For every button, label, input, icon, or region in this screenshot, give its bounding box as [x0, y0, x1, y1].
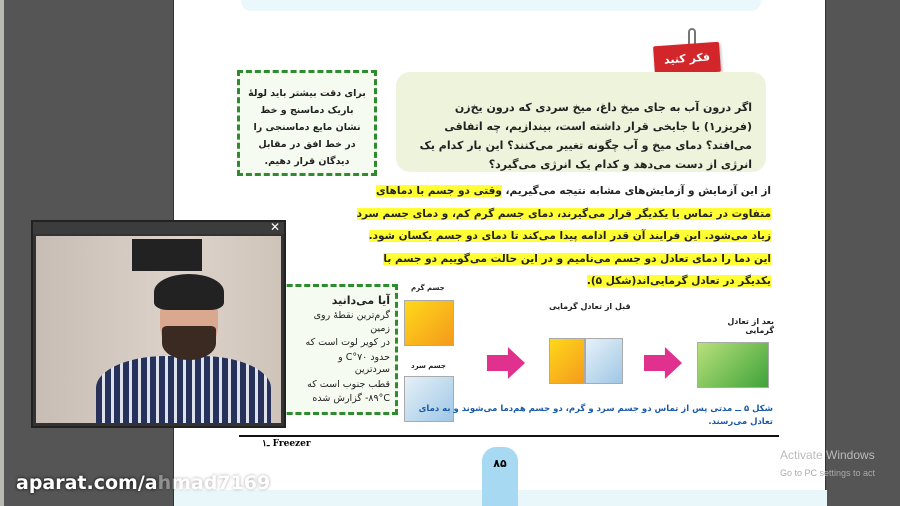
cold-cube-contact [585, 338, 623, 384]
think-box: اگر درون آب به جای میخ داغ، میخ سردی که درون یخ‌زن (فریزر۱) یا جایخی قرار داشته است، بیندازیم، چه اتفاقی می‌افتد؟ دمای میخ و آب چگونه تغییر می‌کنند؟ این بار کدام یک انرژی از دست می‌دهد و کدام یک انرژی می‌گیرد؟ [396, 72, 766, 172]
page-number: ۸۵ [482, 447, 518, 506]
webcam-window[interactable] [31, 220, 286, 428]
paragraph-intro: از این آزمایش و آزمایش‌های مشابه نتیجه می‌گیریم، [501, 185, 771, 197]
webcam-titlebar[interactable] [33, 222, 284, 234]
wall-shelf [132, 239, 202, 271]
side-note-precision: برای دقت بیشتر باید لولهٔ باریک دماسنج و خط نشان مایع دماسنجی را در خط افق در مقابل دیدگان قرار دهیم. [237, 70, 377, 176]
watermark-text: aparat.com/a [16, 472, 158, 494]
footnote-rule [239, 435, 779, 437]
hot-body-label: جسم گرم [411, 284, 445, 292]
note-title: آیا می‌دانید [331, 294, 390, 307]
before-title: قبل از تعادل گرمایی [549, 302, 631, 311]
watermark-faded: hmad7169 [157, 472, 271, 494]
figure-caption: شکل ۵ ــ مدتی پس از تماس دو جسم سرد و گرم، دو جسم هم‌دما می‌شوند و به دمای تعادل می‌رسند. [418, 404, 773, 427]
arrow-icon [487, 347, 525, 379]
presenter-beard [162, 326, 216, 360]
note-line: در کویر لوت است که [305, 337, 390, 348]
watermark [16, 472, 270, 494]
footnote: ۱ـ Freezer [262, 439, 311, 449]
cold-body-label: جسم سرد [411, 362, 446, 370]
after-title: بعد از تعادل گرمایی [727, 317, 774, 335]
note-line: حدود ۷۰°C و سردترین [338, 351, 390, 375]
webcam-video [36, 236, 281, 423]
presenter-hair [154, 274, 224, 310]
hot-cube [404, 300, 454, 346]
presenter-shirt [96, 356, 271, 423]
equilibrium-cubes [697, 342, 769, 388]
activate-windows-subtitle: Go to PC settings to act [780, 468, 876, 478]
note-line: قطب جنوب است که [307, 378, 390, 390]
think-tag: فکر کنید [653, 42, 721, 77]
close-icon[interactable]: ✕ [269, 220, 280, 234]
hot-cube-contact [549, 338, 585, 384]
note-line: ۸۹°C- گزارش شده [312, 393, 390, 404]
screen-edge [0, 0, 4, 506]
arrow-icon [644, 347, 682, 379]
top-box [241, 0, 761, 11]
note-line: گرم‌ترین نقطهٔ روی زمین [313, 310, 390, 334]
activate-windows-title: Activate Windows [780, 448, 875, 462]
highlighted-text: وقتی دو جسم با دماهای متفاوت در تماس با یکدیگر قرار می‌گیرند، دمای جسم گرم کم، و دمای جسم سرد زیاد می‌شود. این فرایند آن قدر ادامه پیدا می‌کند تا دمای دو جسم یکسان شود. این دما را دمای تعادل دو جسم می‌نامیم و در این حالت می‌گوییم دو جسم با یکدیگر در تعادل گرمایی‌اند(شکل ۵). [356, 185, 771, 287]
main-paragraph [354, 180, 771, 293]
